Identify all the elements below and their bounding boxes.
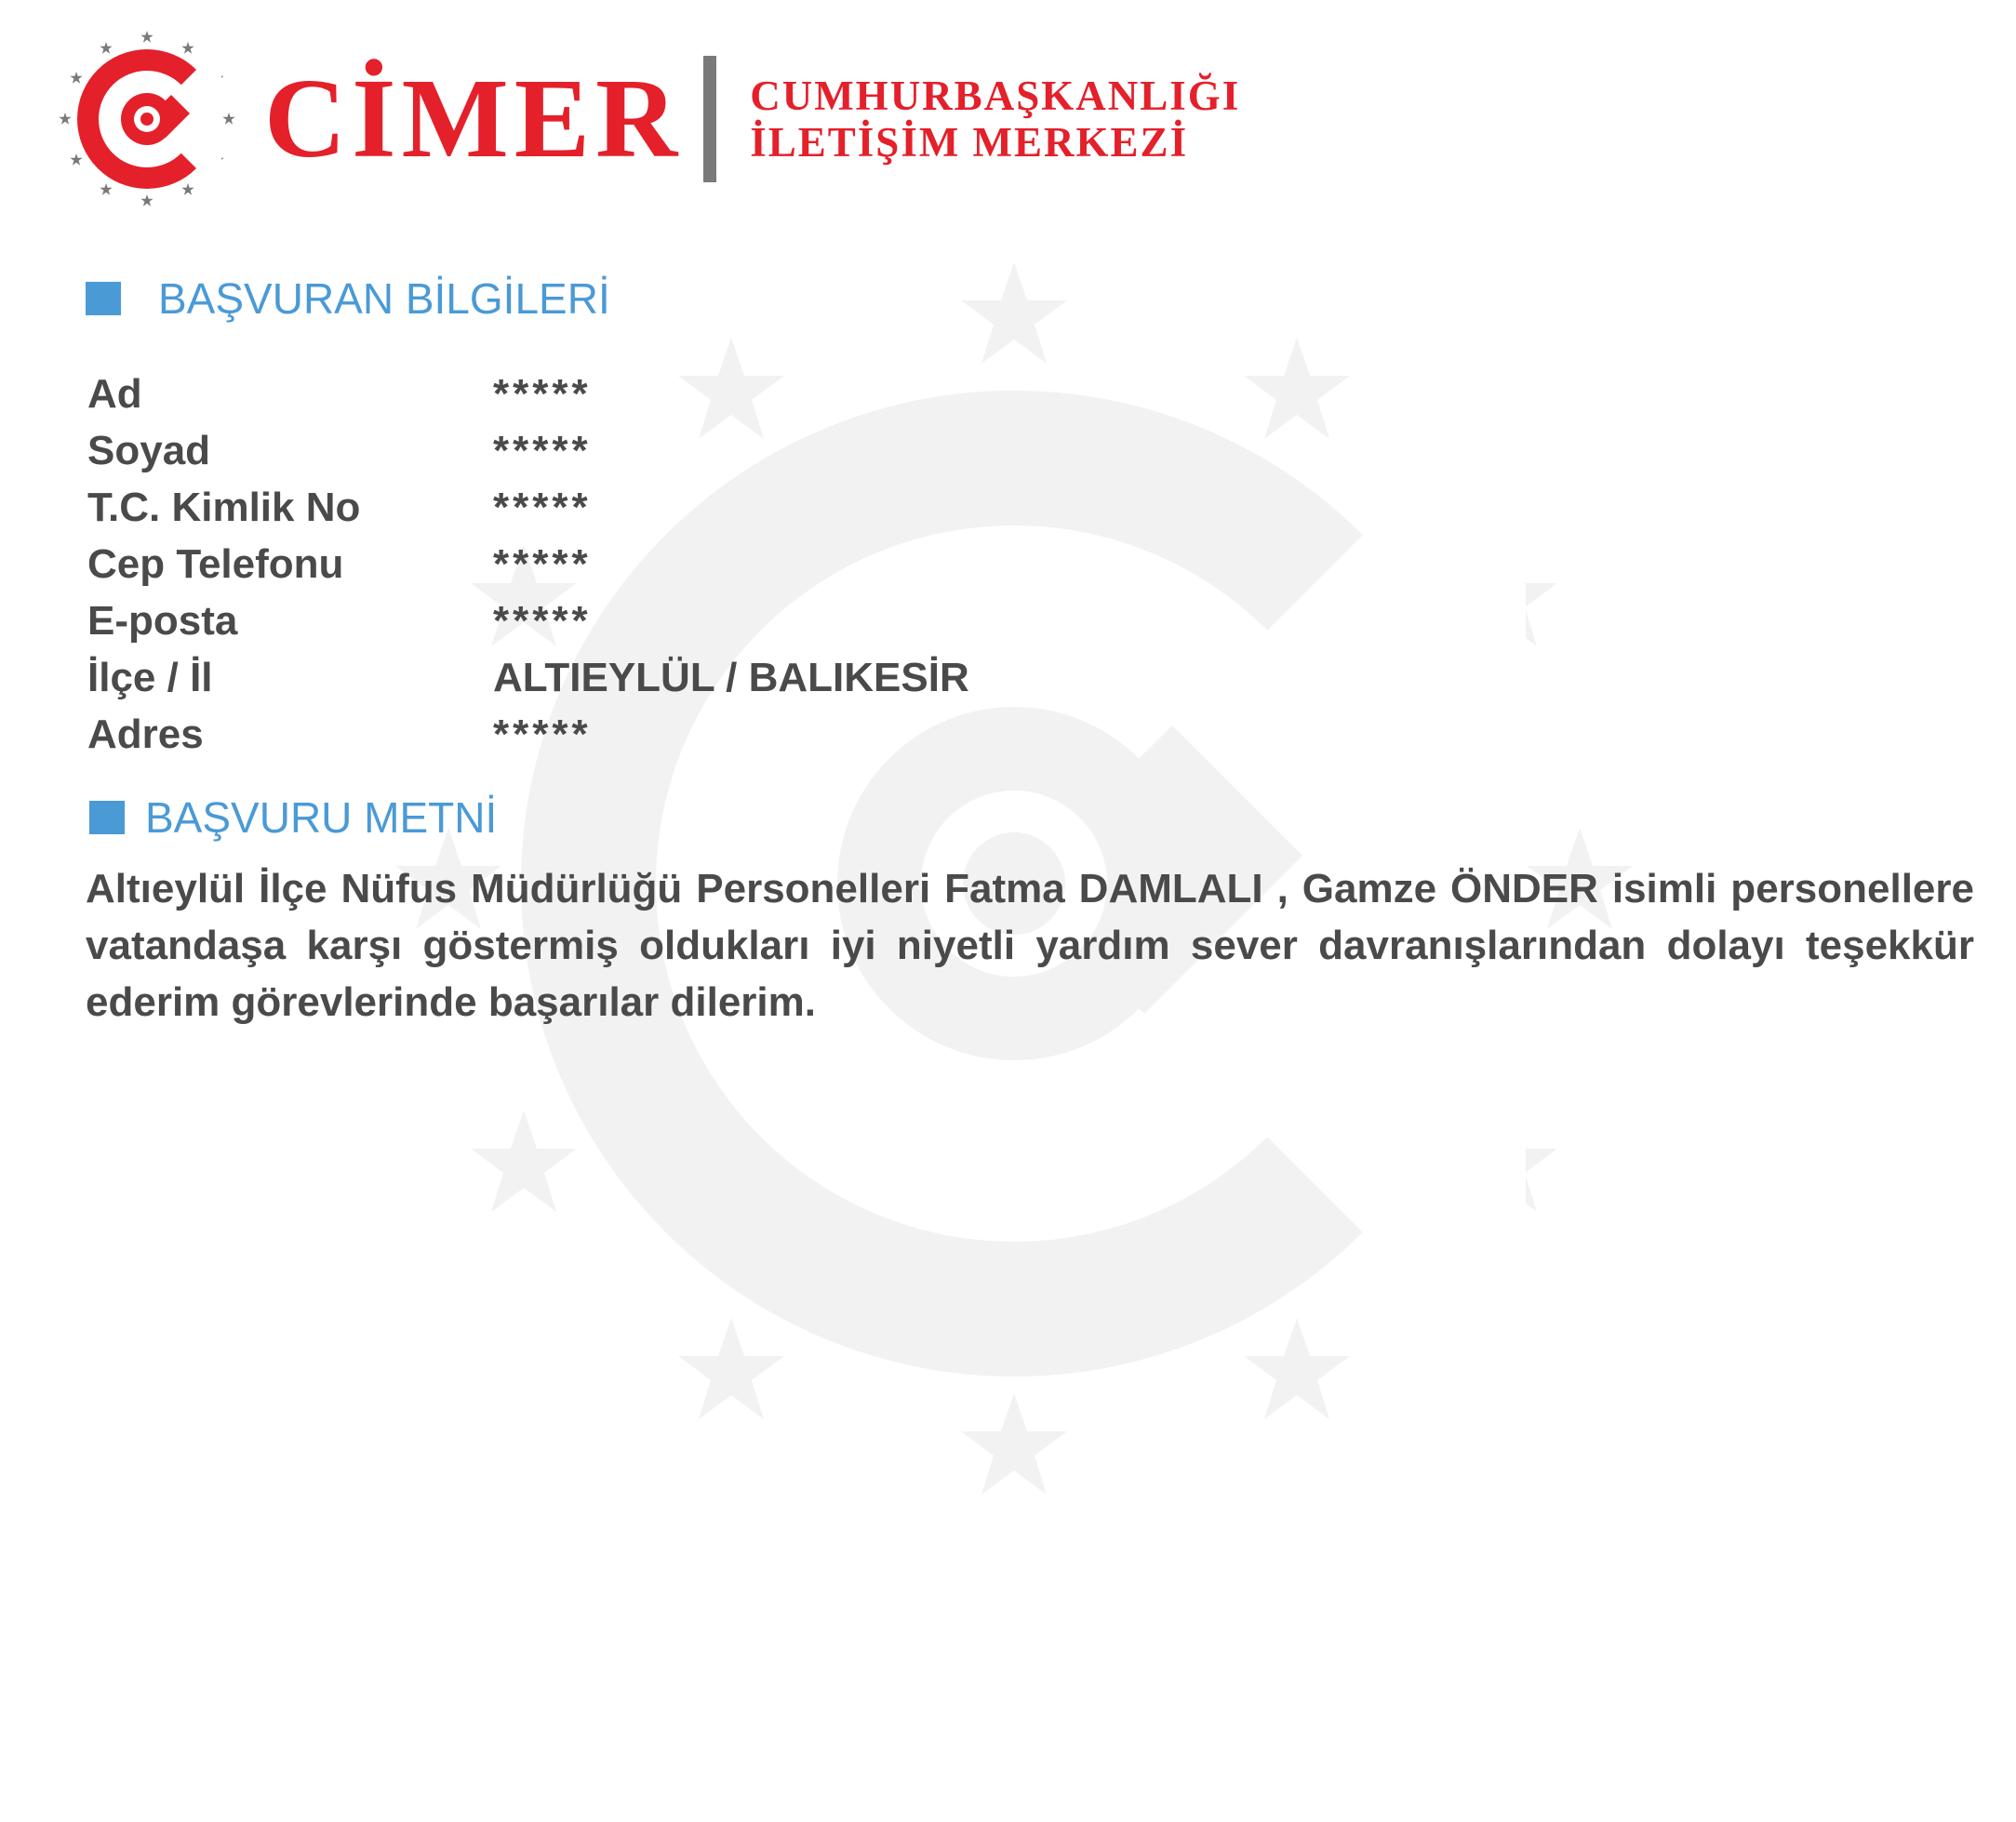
info-value: ***** <box>493 541 592 587</box>
application-text-section-header <box>89 793 498 842</box>
applicant-section-header <box>86 274 610 323</box>
info-value: ***** <box>493 712 592 757</box>
info-label: Adres <box>87 712 204 757</box>
cimer-emblem-icon <box>54 26 240 212</box>
info-row-address <box>87 711 1483 767</box>
info-row-name <box>87 370 1483 427</box>
info-value: ***** <box>493 371 592 417</box>
square-bullet-icon <box>89 801 125 834</box>
info-label: E-posta <box>87 598 238 644</box>
applicant-section-title: BAŞVURAN BİLGİLERİ <box>158 274 610 323</box>
logo-subtitle-line2: İLETİŞİM MERKEZİ <box>750 119 1189 166</box>
info-label: Ad <box>87 371 142 417</box>
info-value: ***** <box>493 485 592 530</box>
application-text: Altıeylül İlçe Nüfus Müdürlüğü Personelleri Fatma DAMLALI , Gamze ÖNDER isimli personellere vatandaşa karşı göstermiş oldukları iyi niyetli yardım sever davranışlarından dolayı teşekkür ederim görevlerinde başarılar dilerim. <box>86 866 1974 1025</box>
logo-subtitle-line1: CUMHURBAŞKANLIĞI <box>750 73 1241 119</box>
applicant-info-list <box>87 370 1483 767</box>
square-bullet-icon <box>86 282 121 315</box>
info-label: Soyad <box>87 428 211 473</box>
info-label: İlçe / İl <box>87 655 213 700</box>
info-value: ***** <box>493 428 592 473</box>
info-row-surname <box>87 427 1483 484</box>
info-label: Cep Telefonu <box>87 541 344 587</box>
info-label: T.C. Kimlik No <box>87 485 361 530</box>
info-row-email <box>87 597 1483 654</box>
info-row-district-province <box>87 654 1483 711</box>
info-row-id-number <box>87 484 1483 540</box>
logo-subtitle <box>750 73 1240 166</box>
header <box>54 26 1240 212</box>
logo-wordmark: CİMER <box>264 56 684 181</box>
info-value: ***** <box>493 598 592 644</box>
logo-divider <box>703 56 716 182</box>
info-row-mobile-phone <box>87 540 1483 597</box>
application-text-section-title: BAŞVURU METNİ <box>145 793 498 842</box>
info-value: ALTIEYLÜL / BALIKESİR <box>493 655 969 700</box>
